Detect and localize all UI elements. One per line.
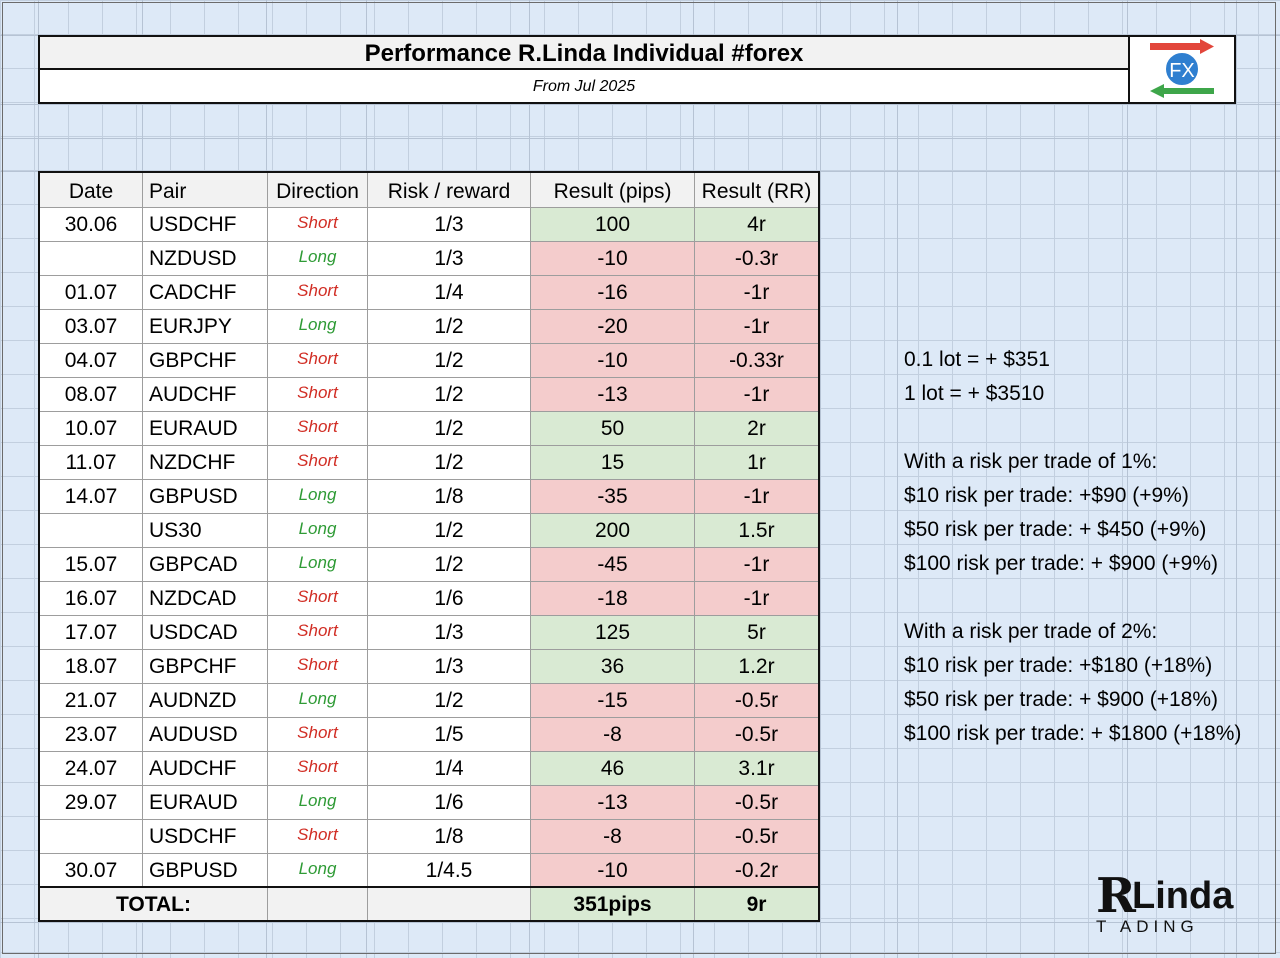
- table-row: [40, 616, 818, 650]
- note-risk-1pct-50: $50 risk per trade: + $450 (+9%): [904, 518, 1207, 541]
- rlinda-trading-logo: [1092, 868, 1254, 938]
- cell-risk-reward: 1/4: [368, 276, 531, 309]
- cell-result-rr: 1r: [695, 446, 818, 479]
- cell-pair: EURAUD: [143, 412, 268, 445]
- cell-direction: Short: [268, 412, 368, 445]
- cell-result-pips: -8: [531, 820, 695, 853]
- table-row: [40, 820, 818, 854]
- cell-date: 30.06: [40, 208, 143, 241]
- page-subtitle: From Jul 2025: [532, 78, 636, 95]
- report-header: [38, 35, 1236, 104]
- cell-pair: AUDUSD: [143, 718, 268, 751]
- cell-direction: Short: [268, 446, 368, 479]
- header-divider: [1128, 37, 1130, 102]
- cell-result-pips: -18: [531, 582, 695, 615]
- cell-result-pips: -15: [531, 684, 695, 717]
- note-lot-full: 1 lot = + $3510: [904, 382, 1045, 405]
- cell-result-pips: -35: [531, 480, 695, 513]
- cell-risk-reward: 1/8: [368, 480, 531, 513]
- cell-result-rr: -0.5r: [695, 684, 818, 717]
- cell-result-rr: 2r: [695, 412, 818, 445]
- table-row: [40, 514, 818, 548]
- table-row: [40, 548, 818, 582]
- cell-pair: GBPCHF: [143, 344, 268, 377]
- table-row: [40, 242, 818, 276]
- cell-result-pips: 46: [531, 752, 695, 785]
- table-row: [40, 752, 818, 786]
- table-row: [40, 208, 818, 242]
- table-row: [40, 412, 818, 446]
- note-risk-2pct-heading: With a risk per trade of 2%:: [904, 620, 1158, 643]
- logo-initial: R: [1096, 868, 1136, 924]
- cell-date: 24.07: [40, 752, 143, 785]
- cell-risk-reward: 1/2: [368, 378, 531, 411]
- cell-date: [40, 820, 143, 853]
- cell-date: 03.07: [40, 310, 143, 343]
- table-header-row: [40, 173, 818, 208]
- column-header-risk-reward: Risk / reward: [368, 173, 531, 207]
- cell-date: 15.07: [40, 548, 143, 581]
- cell-result-pips: -8: [531, 718, 695, 751]
- cell-direction: Short: [268, 718, 368, 751]
- note-risk-2pct-100: $100 risk per trade: + $1800 (+18%): [904, 722, 1242, 745]
- cell-pair: CADCHF: [143, 276, 268, 309]
- table-row: [40, 854, 818, 888]
- column-header-result-pips: Result (pips): [531, 173, 695, 207]
- cell-result-pips: 200: [531, 514, 695, 547]
- cell-date: 29.07: [40, 786, 143, 819]
- table-row: [40, 786, 818, 820]
- cell-result-rr: -1r: [695, 548, 818, 581]
- cell-result-rr: -1r: [695, 378, 818, 411]
- table-row: [40, 480, 818, 514]
- cell-risk-reward: 1/5: [368, 718, 531, 751]
- cell-pair: USDCHF: [143, 208, 268, 241]
- cell-risk-reward: 1/2: [368, 446, 531, 479]
- cell-pair: EURAUD: [143, 786, 268, 819]
- table-row: [40, 684, 818, 718]
- table-total-row: [38, 886, 820, 922]
- cell-direction: Long: [268, 684, 368, 717]
- cell-result-pips: -16: [531, 276, 695, 309]
- cell-risk-reward: 1/3: [368, 650, 531, 683]
- cell-risk-reward: 1/6: [368, 786, 531, 819]
- cell-pair: NZDUSD: [143, 242, 268, 275]
- cell-risk-reward: 1/2: [368, 310, 531, 343]
- cell-pair: AUDNZD: [143, 684, 268, 717]
- cell-risk-reward: 1/3: [368, 242, 531, 275]
- cell-date: 08.07: [40, 378, 143, 411]
- cell-direction: Long: [268, 242, 368, 275]
- cell-date: [40, 514, 143, 547]
- column-header-result-rr: Result (RR): [701, 180, 812, 203]
- cell-result-rr: -1r: [695, 276, 818, 309]
- cell-result-rr: -1r: [695, 310, 818, 343]
- note-risk-2pct-10: $10 risk per trade: +$180 (+18%): [904, 654, 1213, 677]
- cell-risk-reward: 1/4.5: [368, 854, 531, 888]
- cell-result-rr: -0.33r: [695, 344, 818, 377]
- cell-result-pips: -13: [531, 786, 695, 819]
- cell-risk-reward: 1/3: [368, 616, 531, 649]
- note-risk-1pct-heading: With a risk per trade of 1%:: [904, 450, 1158, 473]
- cell-risk-reward: 1/2: [368, 514, 531, 547]
- trades-table: [38, 171, 820, 890]
- cell-direction: Long: [268, 786, 368, 819]
- table-row: [40, 276, 818, 310]
- cell-pair: GBPUSD: [143, 854, 268, 888]
- note-risk-1pct-100: $100 risk per trade: + $900 (+9%): [904, 552, 1219, 575]
- table-row: [40, 446, 818, 480]
- cell-pair: EURJPY: [143, 310, 268, 343]
- cell-pair: AUDCHF: [143, 378, 268, 411]
- table-row: [40, 582, 818, 616]
- cell-result-rr: 1.5r: [695, 514, 818, 547]
- cell-pair: GBPCAD: [143, 548, 268, 581]
- cell-direction: Long: [268, 480, 368, 513]
- cell-date: 21.07: [40, 684, 143, 717]
- total-label: TOTAL:: [40, 888, 268, 920]
- column-header-direction: Direction: [268, 173, 368, 207]
- cell-direction: Long: [268, 548, 368, 581]
- cell-direction: Short: [268, 650, 368, 683]
- cell-date: [40, 242, 143, 275]
- logo-name: Linda: [1132, 875, 1234, 917]
- cell-result-rr: -0.5r: [695, 820, 818, 853]
- cell-result-rr: -0.5r: [695, 786, 818, 819]
- cell-result-rr: 1.2r: [695, 650, 818, 683]
- cell-date: 23.07: [40, 718, 143, 751]
- cell-result-rr: -1r: [695, 480, 818, 513]
- cell-result-rr: 4r: [695, 208, 818, 241]
- cell-result-pips: 125: [531, 616, 695, 649]
- total-result-pips: 351pips: [531, 888, 695, 920]
- cell-direction: Short: [268, 344, 368, 377]
- table-row: [40, 378, 818, 412]
- cell-result-pips: -13: [531, 378, 695, 411]
- cell-direction: Short: [268, 820, 368, 853]
- cell-date: 11.07: [40, 446, 143, 479]
- total-blank-direction: [268, 888, 368, 920]
- table-row: [40, 344, 818, 378]
- cell-pair: USDCHF: [143, 820, 268, 853]
- cell-result-rr: -1r: [695, 582, 818, 615]
- cell-direction: Short: [268, 616, 368, 649]
- total-blank-risk: [368, 888, 531, 920]
- cell-result-pips: 15: [531, 446, 695, 479]
- cell-pair: AUDCHF: [143, 752, 268, 785]
- column-header-pair: Pair: [143, 173, 268, 207]
- cell-result-pips: -45: [531, 548, 695, 581]
- cell-result-pips: 100: [531, 208, 695, 241]
- fx-logo-text: FX: [1169, 60, 1195, 82]
- table-row: [40, 310, 818, 344]
- cell-result-pips: -20: [531, 310, 695, 343]
- cell-date: 17.07: [40, 616, 143, 649]
- cell-result-rr: -0.2r: [695, 854, 818, 888]
- cell-date: 01.07: [40, 276, 143, 309]
- note-risk-2pct-50: $50 risk per trade: + $900 (+18%): [904, 688, 1219, 711]
- cell-date: 30.07: [40, 854, 143, 888]
- cell-direction: Short: [268, 582, 368, 615]
- logo-tagline: T ADING: [1096, 917, 1199, 936]
- cell-result-pips: -10: [531, 344, 695, 377]
- cell-risk-reward: 1/2: [368, 412, 531, 445]
- cell-direction: Long: [268, 310, 368, 343]
- cell-risk-reward: 1/2: [368, 344, 531, 377]
- note-risk-1pct-10: $10 risk per trade: +$90 (+9%): [904, 484, 1189, 507]
- table-row: [40, 718, 818, 752]
- table-row: [40, 650, 818, 684]
- cell-direction: Short: [268, 752, 368, 785]
- fx-logo-icon: [1144, 38, 1220, 102]
- cell-result-pips: 50: [531, 412, 695, 445]
- cell-direction: Short: [268, 276, 368, 309]
- cell-date: 10.07: [40, 412, 143, 445]
- cell-direction: Short: [268, 208, 368, 241]
- cell-date: 04.07: [40, 344, 143, 377]
- cell-direction: Long: [268, 854, 368, 888]
- cell-risk-reward: 1/4: [368, 752, 531, 785]
- cell-risk-reward: 1/2: [368, 548, 531, 581]
- table-body: [40, 208, 818, 888]
- cell-risk-reward: 1/2: [368, 684, 531, 717]
- cell-pair: US30: [143, 514, 268, 547]
- cell-pair: NZDCHF: [143, 446, 268, 479]
- cell-pair: USDCAD: [143, 616, 268, 649]
- cell-result-pips: 36: [531, 650, 695, 683]
- cell-risk-reward: 1/3: [368, 208, 531, 241]
- page-title: Performance R.Linda Individual #forex: [40, 37, 1128, 70]
- note-lot-small: 0.1 lot = + $351: [904, 348, 1050, 371]
- cell-result-pips: -10: [531, 854, 695, 888]
- cell-risk-reward: 1/8: [368, 820, 531, 853]
- cell-result-rr: 5r: [695, 616, 818, 649]
- cell-result-rr: -0.5r: [695, 718, 818, 751]
- cell-direction: Long: [268, 514, 368, 547]
- cell-direction: Short: [268, 378, 368, 411]
- cell-pair: GBPCHF: [143, 650, 268, 683]
- cell-date: 16.07: [40, 582, 143, 615]
- cell-pair: GBPUSD: [143, 480, 268, 513]
- cell-result-rr: -0.3r: [695, 242, 818, 275]
- cell-result-pips: -10: [531, 242, 695, 275]
- total-result-rr: 9r: [695, 888, 818, 920]
- cell-date: 14.07: [40, 480, 143, 513]
- cell-date: 18.07: [40, 650, 143, 683]
- column-header-date: Date: [40, 173, 143, 207]
- cell-pair: NZDCAD: [143, 582, 268, 615]
- cell-risk-reward: 1/6: [368, 582, 531, 615]
- cell-result-rr: 3.1r: [695, 752, 818, 785]
